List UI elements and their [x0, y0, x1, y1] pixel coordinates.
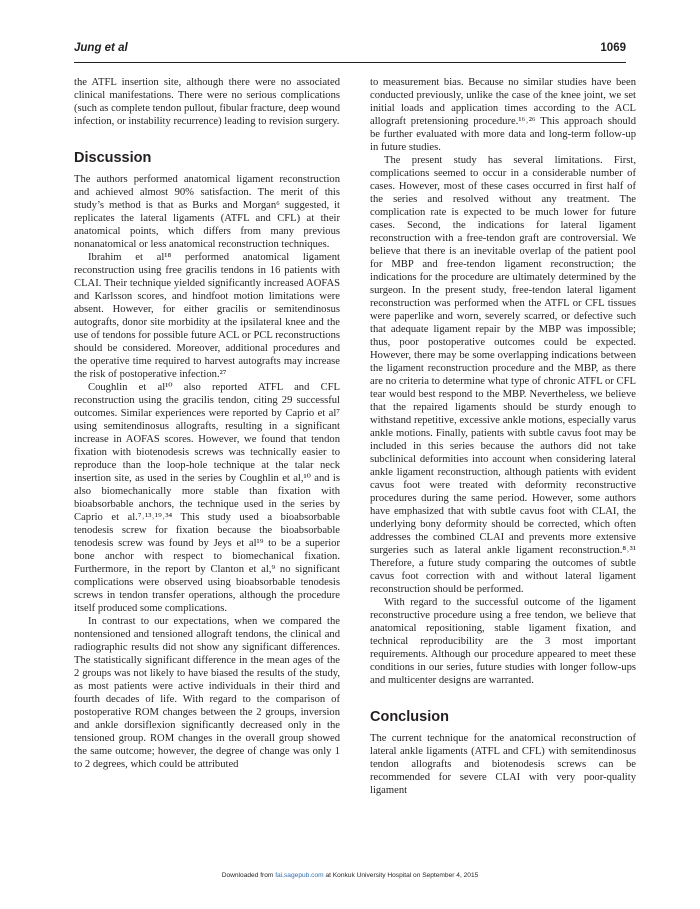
header-rule	[74, 62, 626, 63]
outcome-paragraph: With regard to the successful outcome of the ligament reconstructive procedure using a free tendon, we believe that anatomical repositioning, stable ligament fixation, and technical reproducibility are the 3 most important requirements. Although our procedure appeared to meet these conditions in our series, future studies with longer follow-ups and multicenter designs are warranted.	[370, 597, 636, 686]
limitations-paragraph: The present study has several limitations. First, complications seemed to occur in a considerable number of cases. However, most of these cases occurred in first half of the series and resolved without any treatment. The complication rate is expected to be much lower for future cases. Second, the indications for lateral ligament reconstruction with a free-tendon graft are controversial. We believe that there is an inevitable overlap of the patient pool for MBP and free-tendon ligament reconstruction; the indications for the procedure are ultimately determined by the surgeon. In the present study, free-tendon lateral ligament reconstruction was performed when the ATFL or CFL tissues were paperlike and worn, severely scarred, or defective such that adequate ligament repair by the MBP was impossible; thus, poor postoperative outcomes could be expected. However, there may be some overlapping indications between the ligament reconstruction procedure and the MBP, as there are no criteria to determine what type of chronic ATFL or CFL tear would best respond to the MBP. Nevertheless, we believe that the repaired ligaments should be sturdy enough to withstand repetitive, excessive ankle motions, especially varus ankle motions. Finally, patients with subtle cavus foot may be included in this series because the authors did not take subclinical deformities into account when considering lateral ankle ligament reconstruction, although patients with evident cavus foot were treated with deformity reconstructive procedures during the same period. However, some authors have emphasized that with subtle cavus foot with CLAI, the underlying bony deformity should be corrected, which often addresses the combined CLAI and prevents more extensive surgeries such as lateral ankle ligament reconstruction.⁸˒³¹ Therefore, a future study comparing the outcomes of subtle cavus foot correction with and without lateral ligament reconstruction should be performed.	[370, 155, 636, 595]
conclusion-heading: Conclusion	[370, 709, 449, 725]
continued-paragraph-right: to measurement bias. Because no similar studies have been conducted previously, unlike the case of the knee joint, we set initial loads and application times according to the ACL allograft pretensioning procedure.¹⁶˒²⁶ This approach should be further evaluated with more data and long-term follow-up in future studies.	[370, 77, 636, 153]
footer-prefix: Downloaded from	[221, 872, 276, 879]
page-number: 1069	[600, 42, 626, 54]
footer-suffix: at Konkuk University Hospital on September 4, 2015	[323, 872, 479, 879]
discussion-paragraph-4: In contrast to our expectations, when we compared the nontensioned and tensioned allograft tendons, the clinical and radiographic results did not show any significant differences. The statistically significant difference in the mean ages of the 2 groups was not likely to have biased the results of the study, as most patients were active individuals in their third and fourth decades of life. With regard to the comparison of postoperative ROM changes between the 2 groups, inversion and ankle dorsiflexion significantly decreased only in the tensioned group. ROM changes in the overall group showed the same outcome; however, the degree of change was only 1 to 2 degrees, which could be attributed	[74, 616, 340, 770]
running-title: Jung et al	[74, 42, 128, 54]
discussion-paragraph-1: The authors performed anatomical ligament reconstruction and achieved almost 90% satisfaction. The merit of this study’s method is that as Burks and Morgan⁶ suggested, it replicates the lateral ligaments (ATFL and CFL) at their anatomical points, which differs from many previous nonanatomical or less anatomical reconstruction techniques.	[74, 174, 340, 250]
footer-link[interactable]: fai.sagepub.com	[275, 872, 324, 879]
continued-paragraph: the ATFL insertion site, although there were no associated clinical manifestations. There were no serious complications (such as complete tendon pullout, fibular fracture, deep wound infection, or instability recurrence) leading to revision surgery.	[74, 77, 340, 127]
conclusion-paragraph: The current technique for the anatomical reconstruction of lateral ankle ligaments (ATFL and CFL) with semitendinosus tendon allografts and biotenodesis screws can be recommended for severe CLAI with very poor-quality ligament	[370, 733, 636, 796]
left-column	[74, 76, 340, 771]
download-footer	[0, 872, 700, 879]
right-column	[370, 76, 636, 797]
discussion-paragraph-3: Coughlin et al¹⁰ also reported ATFL and CFL reconstruction using the gracilis tendon, citing 29 successful outcomes. Similar experiences were reported by Caprio et al⁷ using semitendinosus allografts, resulting in a significant increase in AOFAS scores. However, we found that tendon fixation with biotenodesis screws was technically easier to reproduce than the loop-hole technique at the talar neck insertion site, as used in the series by Coughlin et al,¹⁰ and is also biomechanically more stable than fixation with bioabsorbable anchors, the technique used in the series by Caprio et al.⁷˒¹³˒¹⁹˒³⁴ This study used a bioabsorbable tenodesis screw for fixation because the bioabsorbable tenodesis screw was found by Jeys et al¹⁹ to be a superior bone anchor with respect to biomechanical fixation. Furthermore, in the report by Clanton et al,⁹ no significant complications were observed using bioabsorbable tenodesis screws in tendon transfer operations, although the procedure itself produced some complications.	[74, 382, 340, 614]
discussion-heading: Discussion	[74, 150, 152, 166]
running-head	[74, 42, 626, 62]
discussion-paragraph-2: Ibrahim et al¹⁸ performed anatomical ligament reconstruction using free gracilis tendons in 16 patients with CLAI. Their technique yielded significantly increased AOFAS and Karlsson scores, and hindfoot motion limitations were absent. However, for either gracilis or semitendinosus autografts, donor site morbidity at the ipsilateral knee and the use of tendons for possible future ACL or PCL reconstructions should be considered. Moreover, additional procedures and the operative time required to harvest autografts may increase the risk of postoperative infection.²⁷	[74, 252, 340, 380]
